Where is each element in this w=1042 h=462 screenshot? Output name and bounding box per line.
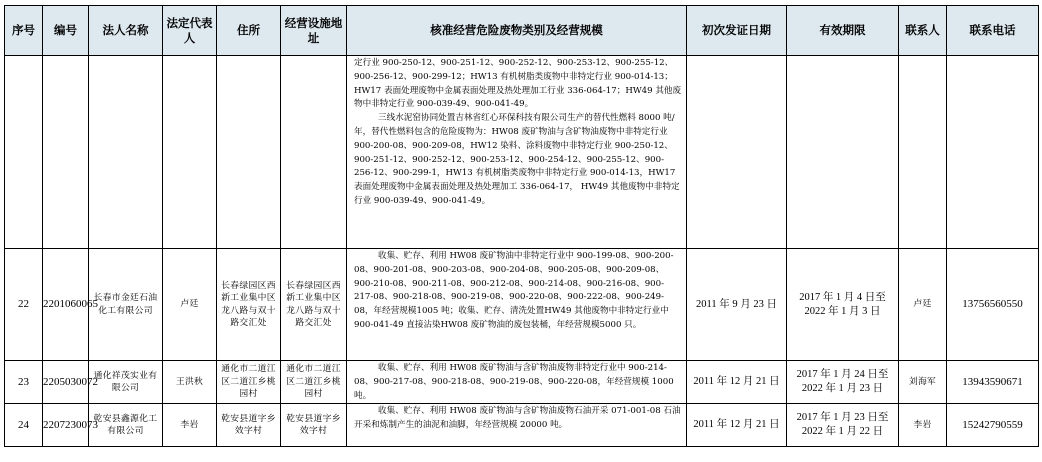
row-valid-period [787, 249, 899, 361]
row-address: 长春绿园区西新工业集中区龙八路与双十路交汇处 [217, 249, 281, 361]
row-phone: 13943590671 [947, 361, 1039, 404]
table-row [5, 361, 1039, 404]
row-name: 长春市金廷石油化工有限公司 [89, 249, 163, 361]
row-phone: 13756560550 [947, 249, 1039, 361]
row-rep: 王洪秋 [163, 361, 217, 404]
table-row [5, 404, 1039, 447]
header-name: 法人名称 [89, 6, 163, 56]
row-scope: 收集、贮存、利用 HW08 废矿物油与含矿物油废物非特定行业中 900-214-08、900-217-08、900-218-08、900-219-08、900-220-08，年经营规模 1000 吨。 [354, 363, 674, 401]
row-first-date: 2011 年 12 月 21 日 [687, 404, 787, 447]
row-seq: 24 [5, 404, 43, 447]
row-code: 2201060065 [43, 249, 89, 361]
table-row [5, 249, 1039, 361]
hazardous-waste-license-table [4, 5, 1039, 447]
row-valid-to: 2022 年 1 月 22 日 [801, 426, 884, 438]
row-valid-to: 2022 年 1 月 3 日 [804, 305, 881, 317]
header-facility: 经营设施地址 [281, 6, 347, 56]
header-valid-period: 有效期限 [787, 6, 899, 56]
header-scope: 核准经营危险废物类别及经营规模 [347, 6, 687, 56]
row-name: 通化祥茂实业有限公司 [89, 361, 163, 404]
row-scope: 收集、贮存、利用 HW08 废矿物油与含矿物油废物石油开采 071-001-08 石油开采和炼制产生的油泥和油脚，年经营规模 20000 吨。 [354, 406, 681, 431]
row-valid-from: 2017 年 1 月 23 日至 [796, 412, 889, 424]
header-rep: 法定代表人 [163, 6, 217, 56]
row-code: 2207230073 [43, 404, 89, 447]
header-phone: 联系电话 [947, 6, 1039, 56]
scope-continuation-p1: 定行业 900-250-12、900-251-12、900-252-12、900-253-12、900-255-12、900-256-12、900-299-12；HW13 有机树脂类废物中非特定行业 900-014-13；HW17 表面处理废物中金属表面处理及热处理加工行业 336-064-17；HW49 其他废物中非特定行业 900-039-49、900-041-49。 [354, 58, 682, 110]
row-address: 通化市二道江区二道江乡桃园村 [217, 361, 281, 404]
row-valid-from: 2017 年 1 月 24 日至 [796, 369, 889, 381]
header-address: 住所 [217, 6, 281, 56]
row-code: 2205030072 [43, 361, 89, 404]
row-seq: 22 [5, 249, 43, 361]
row-contact: 李岩 [899, 404, 947, 447]
row-first-date: 2011 年 9 月 23 日 [687, 249, 787, 361]
header-seq: 序号 [5, 6, 43, 56]
row-valid-from: 2017 年 1 月 4 日至 [799, 291, 886, 303]
header-first-date: 初次发证日期 [687, 6, 787, 56]
row-scope: 收集、贮存、利用 HW08 废矿物油中非特定行业中 900-199-08、900-200-08、900-201-08、900-203-08、900-204-08、900-205-08、900-209-08、900-210-08、900-211-08、900-212-08、900-214-08、900-216-08、900-217-08、900-218-08、900-219-08、900-220-08、900-222-08、900-249-08，年经营规模1005 吨；收集、贮存、清洗处置HW49 其他废物中非特定行业中 900-041-49 直接沾染HW08 废矿物油的废包装桶，年经营规模5000 只。 [354, 251, 674, 330]
row-address: 乾安县道字乡效字村 [217, 404, 281, 447]
table-header-row [5, 6, 1039, 56]
row-contact: 刘海军 [899, 361, 947, 404]
row-first-date: 2011 年 12 月 21 日 [687, 361, 787, 404]
row-valid-to: 2022 年 1 月 23 日 [801, 383, 884, 395]
row-rep: 卢廷 [163, 249, 217, 361]
scope-continuation-cell [347, 56, 687, 249]
row-facility: 通化市二道江区二道江乡桃园村 [281, 361, 347, 404]
row-facility: 乾安县道字乡效字村 [281, 404, 347, 447]
scope-continuation-p2: 三线水泥窑协同处置吉林省红心环保科技有限公司生产的替代性燃料 8000 吨/年，替代性燃料包含的危险废物为：HW08 废矿物油与含矿物油废物中非特定行业 900-200-08、900-209-08，HW12 染料、涂料废物中非特定行业 900-250-12、900-251-12、900-252-12、900-253-12、900-254-12、900-255-12、900-256-12、900-299-1，HW13 有机树脂类废物中非特定行业 900-014-13，HW17 表面处理废物中金属表面处理及热处理加工 336-064-17， HW49 其他废物中非特定行业 900-039-49、900-041-49。 [354, 113, 680, 206]
table-row-continuation [5, 56, 1039, 249]
row-facility: 长春绿园区西新工业集中区龙八路与双十路交汇处 [281, 249, 347, 361]
header-code: 编号 [43, 6, 89, 56]
row-contact: 卢廷 [899, 249, 947, 361]
header-contact: 联系人 [899, 6, 947, 56]
row-seq: 23 [5, 361, 43, 404]
row-valid-period [787, 404, 899, 447]
row-valid-period [787, 361, 899, 404]
row-phone: 15242790559 [947, 404, 1039, 447]
row-name: 乾安县鑫源化工有限公司 [89, 404, 163, 447]
row-rep: 李岩 [163, 404, 217, 447]
